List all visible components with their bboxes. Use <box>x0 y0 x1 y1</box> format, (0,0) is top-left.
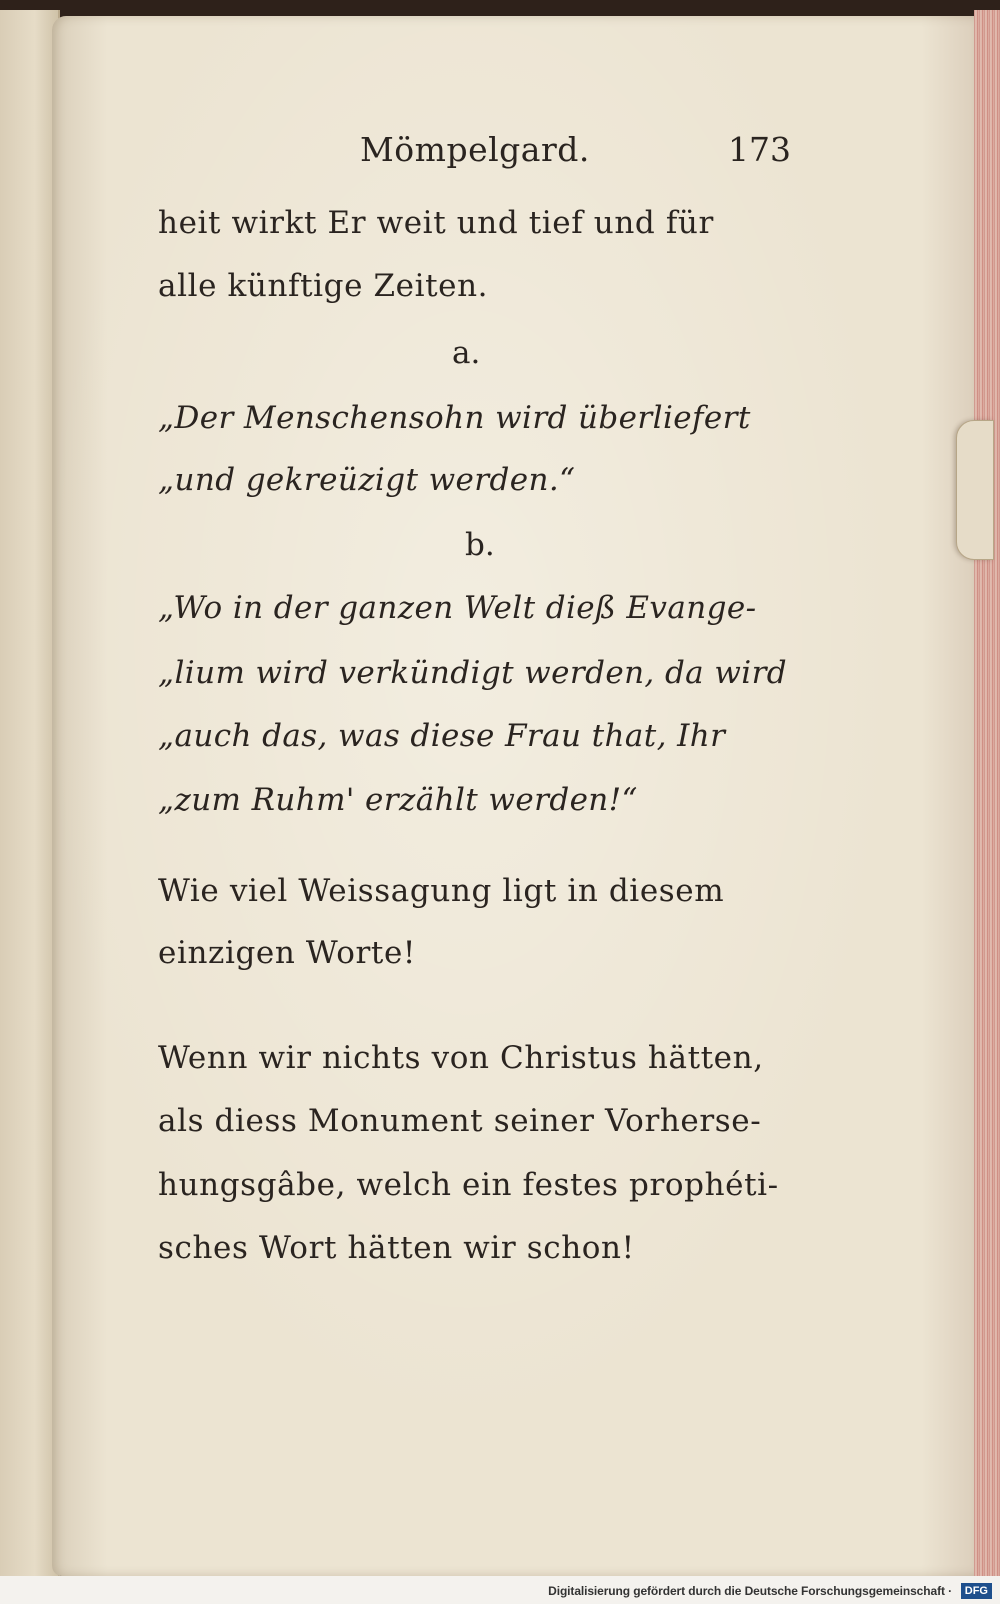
quote-line: „lium wird verkündigt werden, da wird <box>158 655 788 691</box>
quote-line: „zum Ruhm' erzählt werden!“ <box>158 782 638 818</box>
text-line: alle künftige Zeiten. <box>158 268 489 304</box>
text-line: hungsgâbe, welch ein festes prophéti- <box>158 1167 779 1203</box>
quote-line: „Der Menschensohn wird überliefert <box>158 400 751 436</box>
page-stack-edge <box>974 10 1000 1580</box>
dfg-logo: DFG <box>961 1583 992 1599</box>
section-label: b. <box>465 527 495 563</box>
text-line: sches Wort hätten wir schon! <box>158 1230 635 1266</box>
section-label: a. <box>452 335 481 371</box>
running-head: Mömpelgard. <box>360 130 590 169</box>
left-page-edge <box>0 10 60 1578</box>
quote-line: „auch das, was diese Frau that, Ihr <box>158 718 726 754</box>
text-line: Wenn wir nichts von Christus hätten, <box>158 1040 764 1076</box>
page-tab-notch <box>956 420 994 560</box>
text-line: einzigen Worte! <box>158 935 416 971</box>
text-line: Wie viel Weissagung ligt in diesem <box>158 873 725 909</box>
digitization-credit: Digitalisierung gefördert durch die Deutsche Forschungsgemeinschaft · <box>548 1584 952 1598</box>
text-line: heit wirkt Er weit und tief und für <box>158 205 714 241</box>
quote-line: „Wo in der ganzen Welt dieß Evange- <box>158 590 757 626</box>
page-number: 173 <box>728 130 791 169</box>
text-line: als diess Monument seiner Vorherse- <box>158 1103 762 1139</box>
footer-band <box>0 1576 1000 1604</box>
quote-line: „und gekreüzigt werden.“ <box>158 462 576 498</box>
